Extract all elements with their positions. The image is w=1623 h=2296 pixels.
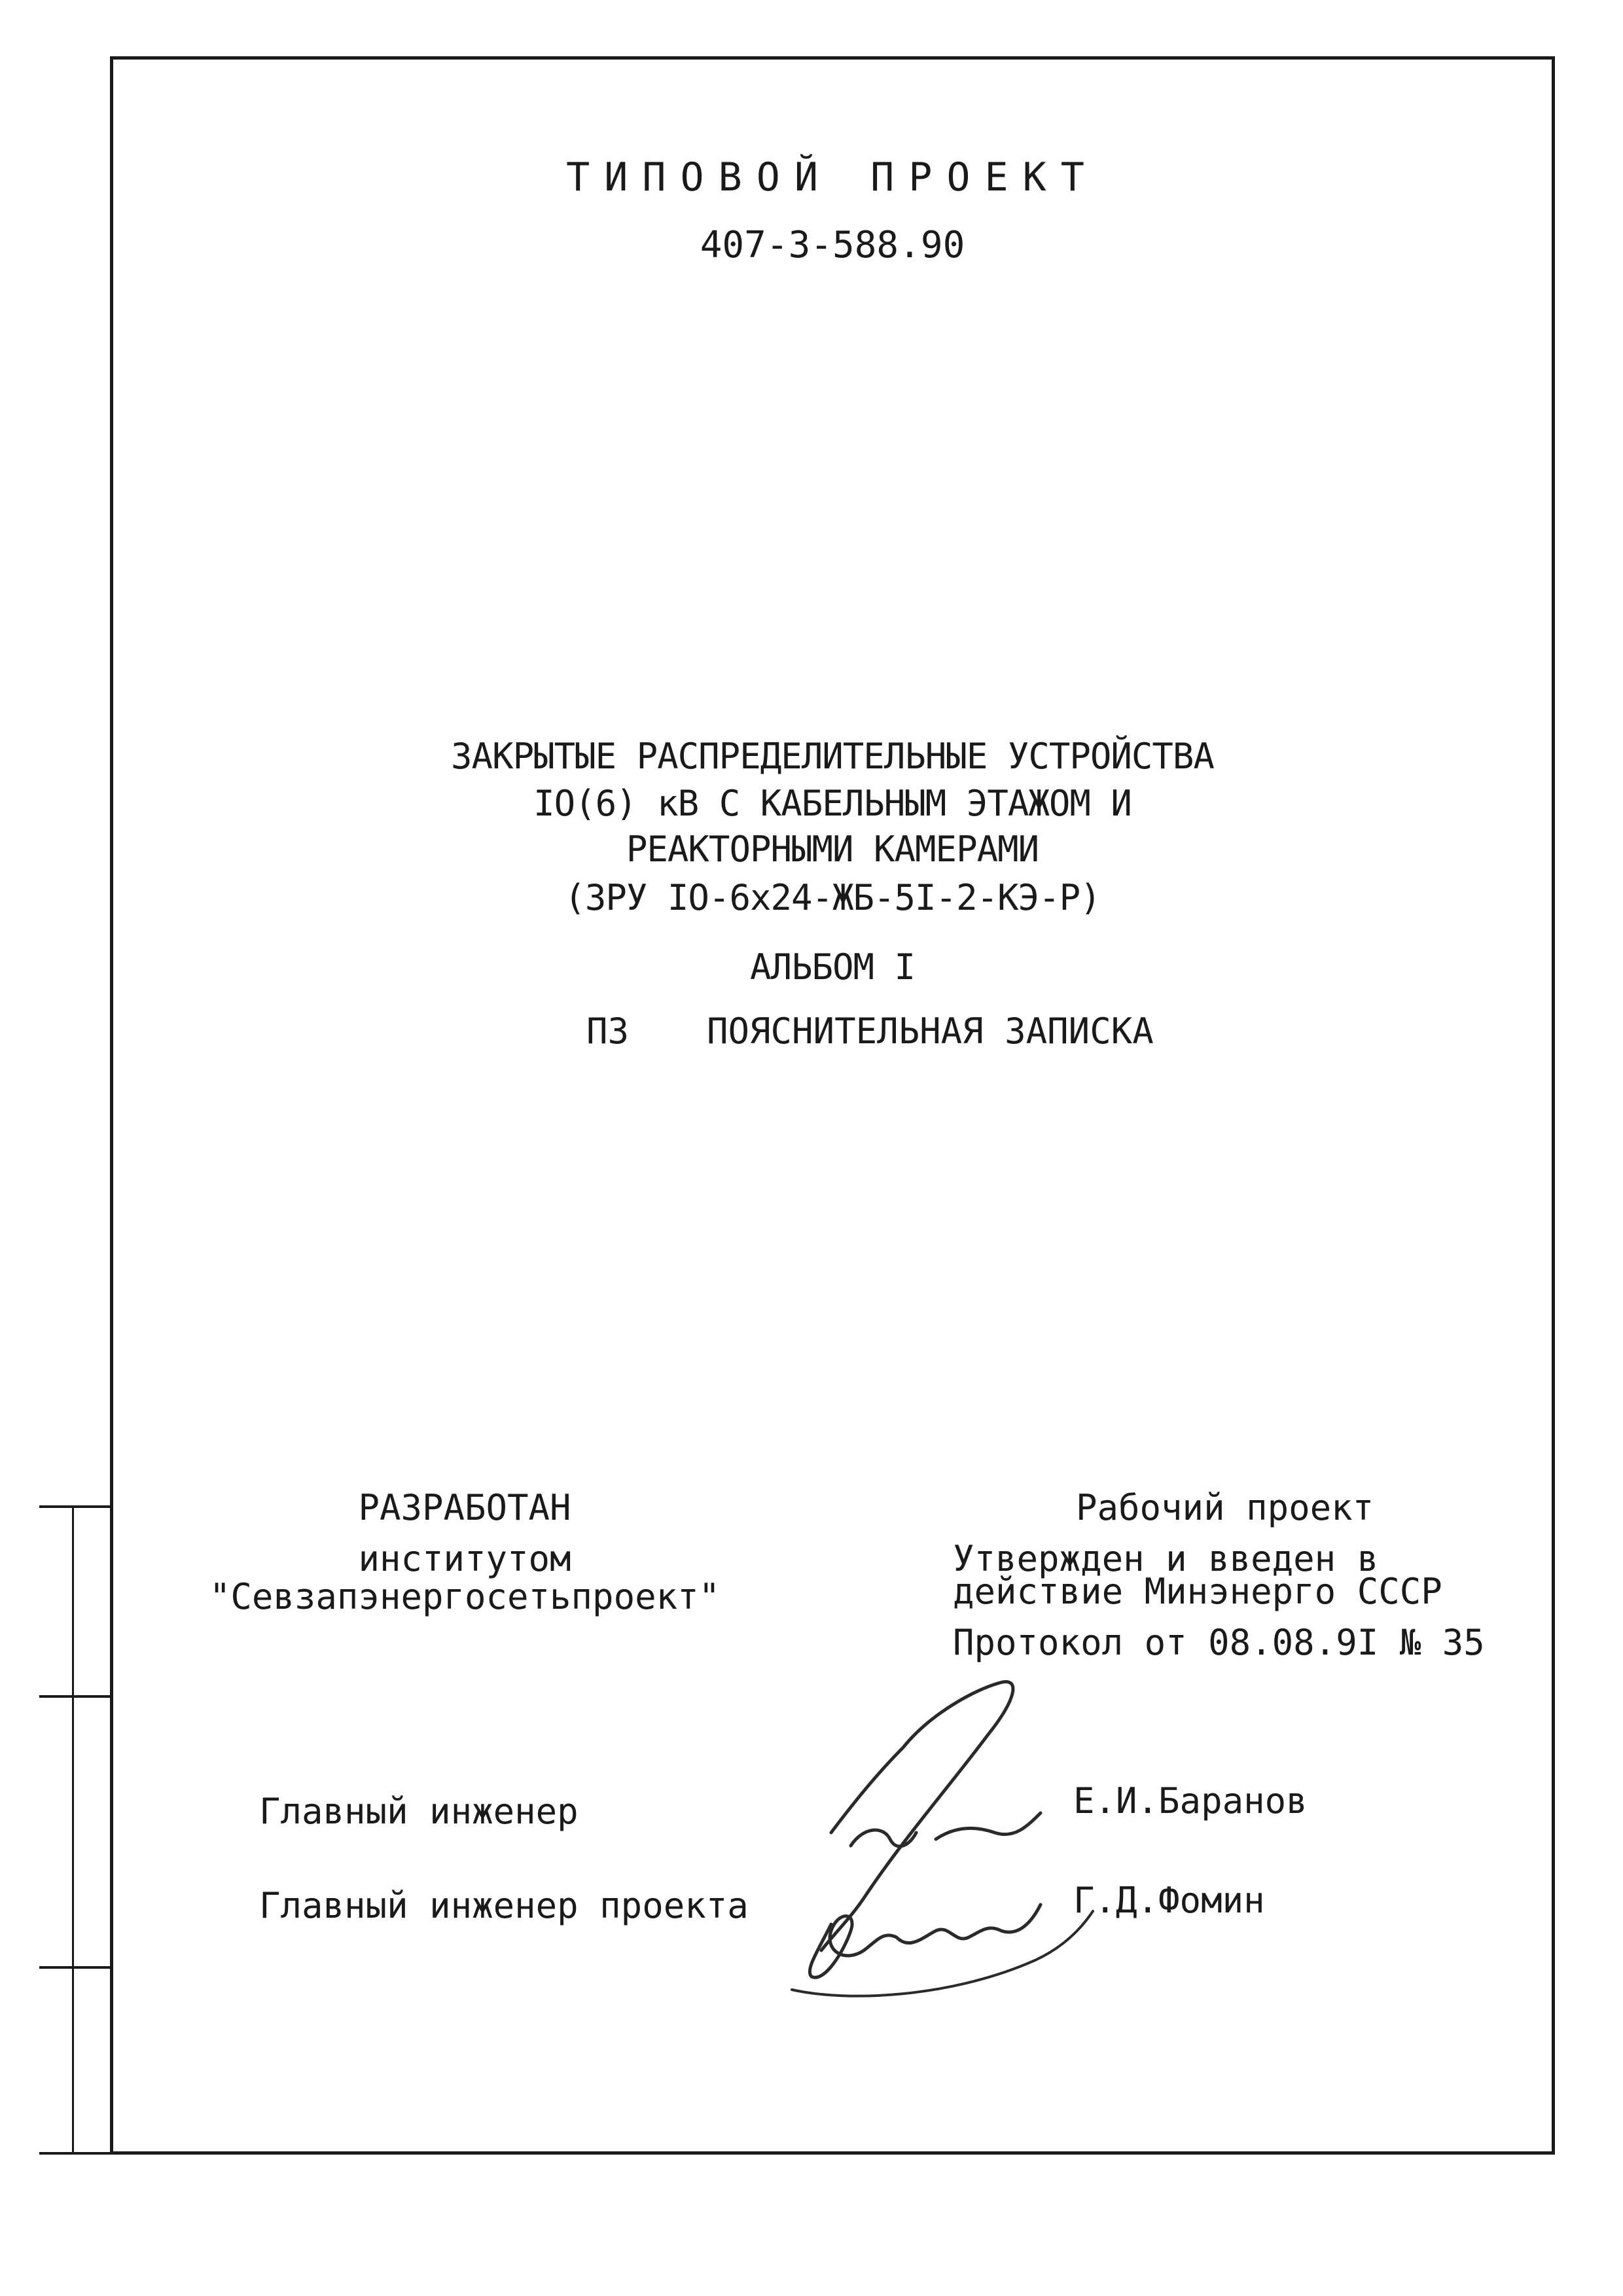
developer-line-1: институтом <box>358 1538 571 1579</box>
approval-line-1: Утвержден и введен в <box>953 1538 1379 1579</box>
signatory-name-2: Г.Д.Фомин <box>1073 1880 1265 1921</box>
side-strip-separator <box>39 1695 110 1698</box>
handwritten-signature <box>753 1676 1119 2003</box>
album-label: АЛЬБОМ I <box>749 946 916 988</box>
signatory-role-2: Главный инженер проекта <box>259 1885 749 1926</box>
title-line-2: IO(6) кВ С КАБЕЛЬНЫМ ЭТАЖОМ И <box>533 783 1132 824</box>
developer-heading: РАЗРАБОТАН <box>358 1487 571 1528</box>
section-name: ПОЯСНИТЕЛЬНАЯ ЗАПИСКА <box>707 1011 1154 1052</box>
developer-line-2: "Севзапэнергосетьпроект" <box>209 1576 721 1617</box>
project-number: 407-3-588.90 <box>700 224 965 266</box>
approval-protocol: Протокол от 08.08.9I № 35 <box>953 1622 1485 1663</box>
title-line-1: ЗАКРЫТЫЕ РАСПРЕДЕЛИТЕЛЬНЫЕ УСТРОЙСТВА <box>451 736 1214 777</box>
title-line-3: РЕАКТОРНЫМИ КАМЕРАМИ <box>626 829 1039 870</box>
series-label: ТИПОВОЙ ПРОЕКТ <box>566 154 1099 200</box>
approval-heading: Рабочий проект <box>1076 1487 1374 1528</box>
section-code: ПЗ <box>586 1011 630 1052</box>
side-strip-divider <box>72 1508 74 2152</box>
side-stamp-strip <box>39 1505 110 2155</box>
signatory-role-1: Главный инженер <box>259 1791 579 1832</box>
side-strip-separator <box>39 1966 110 1969</box>
title-line-4: (ЗРУ IO-6x24-ЖБ-5I-2-КЭ-Р) <box>564 877 1101 918</box>
approval-line-2: действие Минэнерго СССР <box>953 1571 1442 1612</box>
signatory-name-1: Е.И.Баранов <box>1073 1780 1308 1821</box>
